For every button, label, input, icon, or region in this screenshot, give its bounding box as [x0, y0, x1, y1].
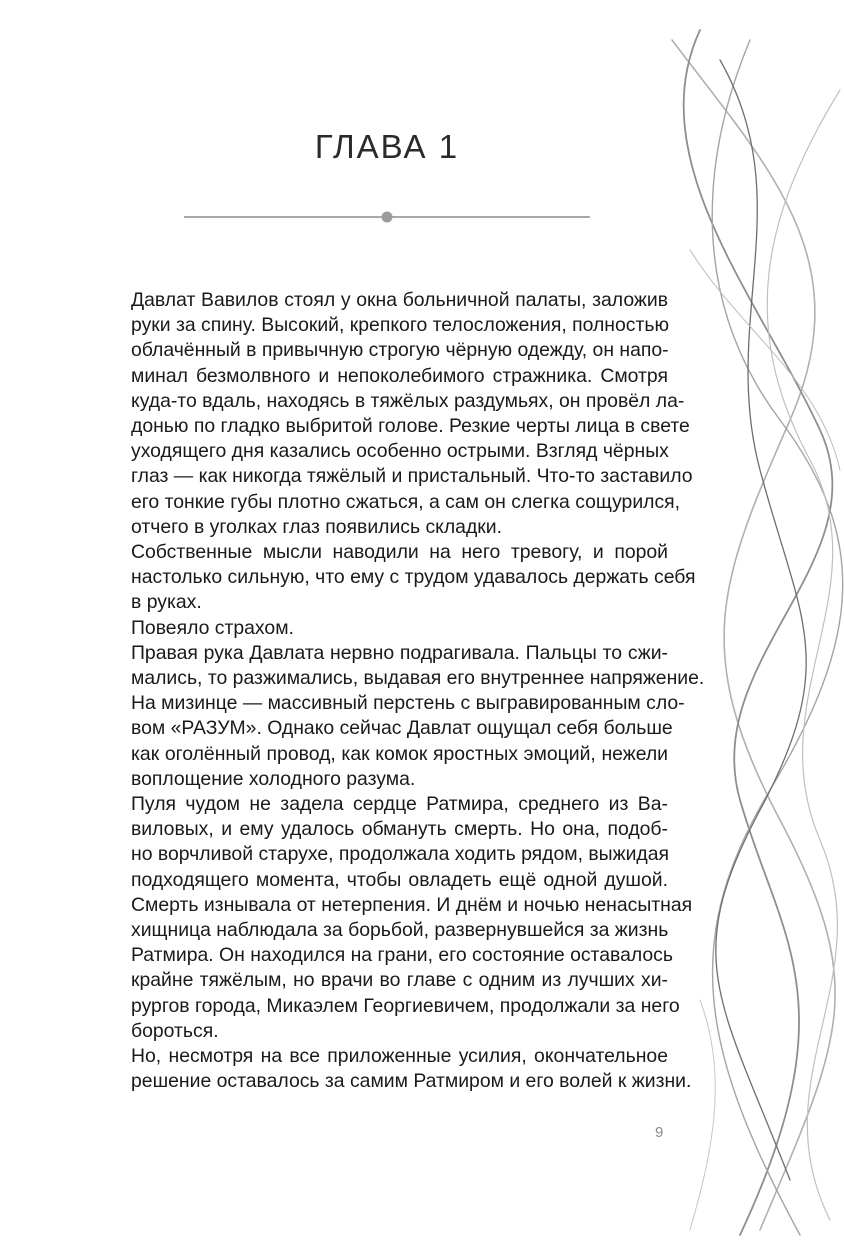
paragraph: [103, 616, 668, 641]
text-line: Ратмира. Он находился на грани, его состояние оставалось: [131, 944, 673, 967]
page-number: 9: [655, 1124, 664, 1141]
text-line: воплощение холодного разума.: [131, 767, 416, 790]
text-line: донью по гладко выбритой голове. Резкие черты лица в свете: [131, 415, 690, 438]
chapter-body: [103, 288, 705, 1095]
text-line: подходящего момента, чтобы овладеть ещё одной душой.: [131, 868, 668, 891]
text-line: но ворчливой старухе, продолжала ходить рядом, выжидая: [131, 843, 670, 866]
text-line: хищница наблюдала за борьбой, развернувшейся за жизнь: [131, 919, 669, 942]
text-line: настолько сильную, что ему с трудом удавалось держать себя: [131, 566, 696, 589]
paragraph: [103, 792, 693, 1044]
paragraph: [103, 1044, 692, 1094]
paragraph: [103, 540, 696, 616]
text-line: бороться.: [131, 1019, 219, 1042]
text-line: куда-то вдаль, находясь в тяжёлых раздумьях, он провёл ла-: [131, 389, 685, 412]
text-line: в руках.: [131, 591, 202, 614]
text-line: его тонкие губы плотно сжаться, а сам он слегка сощурился,: [131, 490, 681, 513]
text-line: Собственные мысли наводили на него тревогу, и порой: [131, 541, 668, 564]
paragraph: [103, 288, 693, 540]
text-line: На мизинце — массивный перстень с выгравированным сло-: [131, 692, 685, 715]
text-line: вом «РАЗУМ». Однако сейчас Давлат ощущал себя больше: [131, 717, 673, 740]
text-line: Давлат Вавилов стоял у окна больничной палаты, заложив: [131, 289, 668, 311]
text-line: виловых, и ему удалось обмануть смерть. Но она, подоб-: [131, 818, 668, 841]
text-line: решение оставалось за самим Ратмиром и его волей к жизни.: [131, 1070, 692, 1093]
text-line: Повеяло страхом.: [131, 616, 294, 639]
text-line: как оголённый провод, как комок яростных эмоций, нежели: [131, 742, 668, 765]
text-line: минал безмолвного и непоколебимого стражника. Смотря: [131, 364, 668, 387]
text-line: мались, то разжимались, выдавая его внутреннее напряжение.: [131, 667, 705, 690]
divider-dot: [382, 212, 393, 223]
text-line: рургов города, Микаэлем Георгиевичем, продолжали за него: [131, 994, 680, 1017]
text-line: Правая рука Давлата нервно подрагивала. Пальцы то сжи-: [131, 641, 668, 664]
text-line: руки за спину. Высокий, крепкого телосложения, полностью: [131, 314, 670, 337]
text-line: крайне тяжёлым, но врачи во главе с одним из лучших хи-: [131, 969, 668, 992]
text-line: Пуля чудом не задела сердце Ратмира, среднего из Ва-: [131, 793, 668, 816]
title-divider: [184, 207, 590, 227]
text-line: Но, несмотря на все приложенные усилия, окончательное: [131, 1045, 668, 1068]
chapter-title: ГЛАВА 1: [314, 128, 460, 165]
text-line: отчего в уголках глаз появились складки.: [131, 515, 502, 538]
text-line: уходящего дня казались особенно острыми. Взгляд чёрных: [131, 440, 669, 463]
text-line: Смерть изнывала от нетерпения. И днём и ночью ненасытная: [131, 893, 693, 916]
paragraph: [103, 641, 705, 792]
text-line: глаз — как никогда тяжёлый и пристальный. Что-то заставило: [131, 465, 693, 488]
text-line: облачённый в привычную строгую чёрную одежду, он напо-: [131, 339, 669, 362]
